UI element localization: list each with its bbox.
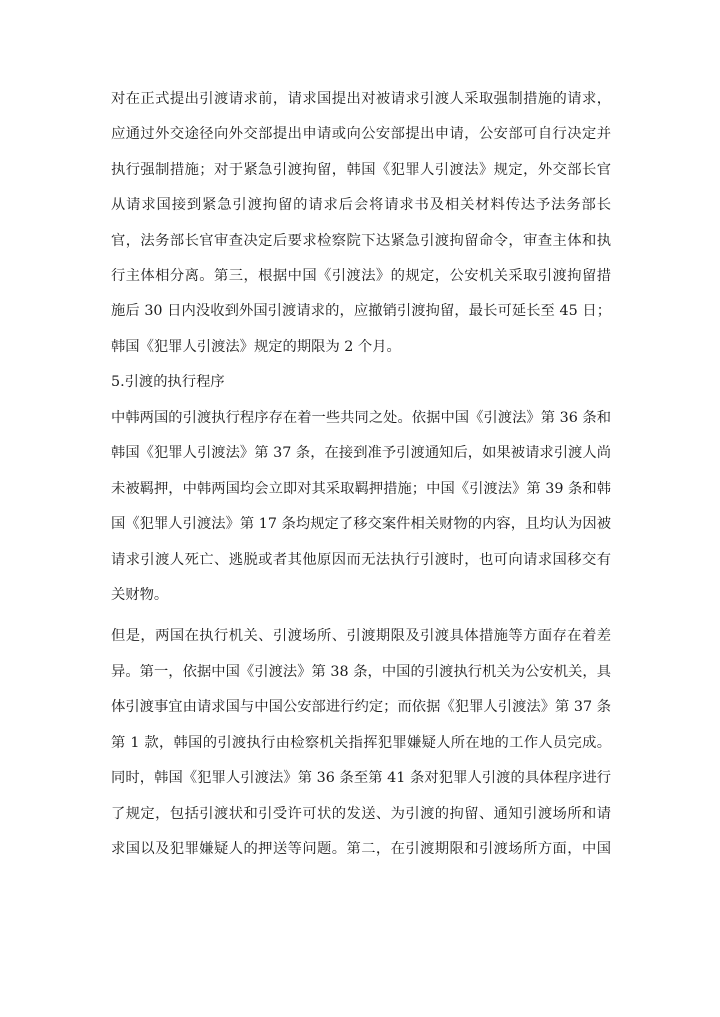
text-line: 施后 30 日内没收到外国引渡请求的，应撤销引渡拘留，最长可延长至 45 日； xyxy=(111,303,611,319)
text-line: 了规定，包括引渡状和引受许可状的发送、为引渡的拘留、通知引渡场所和请 xyxy=(111,806,611,822)
text-line: 第 1 款，韩国的引渡执行由检察机关指挥犯罪嫌疑人所在地的工作人员完成。 xyxy=(111,735,611,751)
text-line: 应通过外交途径向外交部提出申请或向公安部提出申请，公安部可自行决定并 xyxy=(111,126,611,142)
text-line: 韩国《犯罪人引渡法》规定的期限为 2 个月。 xyxy=(111,339,401,355)
text-line: 行主体相分离。第三，根据中国《引渡法》的规定，公安机关采取引渡拘留措 xyxy=(111,268,611,284)
section-heading: 5.引渡的执行程序 xyxy=(111,374,225,390)
text-line: 未被羁押，中韩两国均会立即对其采取羁押措施；中国《引渡法》第 39 条和韩 xyxy=(111,481,611,497)
text-line: 异。第一，依据中国《引渡法》第 38 条，中国的引渡执行机关为公安机关，具 xyxy=(111,664,611,680)
text-line: 韩国《犯罪人引渡法》第 37 条，在接到准予引渡通知后，如果被请求引渡人尚 xyxy=(111,445,611,461)
text-line: 对在正式提出引渡请求前，请求国提出对被请求引渡人采取强制措施的请求， xyxy=(111,91,611,107)
text-line: 关财物。 xyxy=(111,587,169,603)
text-line: 国《犯罪人引渡法》第 17 条均规定了移交案件相关财物的内容，且均认为因被 xyxy=(111,516,611,532)
text-line: 请求引渡人死亡、逃脱或者其他原因而无法执行引渡时，也可向请求国移交有 xyxy=(111,552,611,568)
text-line: 中韩两国的引渡执行程序存在着一些共同之处。依据中国《引渡法》第 36 条和 xyxy=(111,410,611,426)
text-line: 同时，韩国《犯罪人引渡法》第 36 条至第 41 条对犯罪人引渡的具体程序进行 xyxy=(111,770,611,786)
text-line: 但是，两国在执行机关、引渡场所、引渡期限及引渡具体措施等方面存在着差 xyxy=(111,628,611,644)
text-line: 执行强制措施；对于紧急引渡拘留，韩国《犯罪人引渡法》规定，外交部长官 xyxy=(111,162,611,178)
text-line: 体引渡事宜由请求国与中国公安部进行约定；而依据《犯罪人引渡法》第 37 条 xyxy=(111,699,611,715)
text-line: 官，法务部长官审查决定后要求检察院下达紧急引渡拘留命令，审查主体和执 xyxy=(111,233,611,249)
text-line: 从请求国接到紧急引渡拘留的请求后会将请求书及相关材料传达予法务部长 xyxy=(111,197,611,213)
text-line: 求国以及犯罪嫌疑人的押送等问题。第二，在引渡期限和引渡场所方面，中国 xyxy=(111,841,611,857)
